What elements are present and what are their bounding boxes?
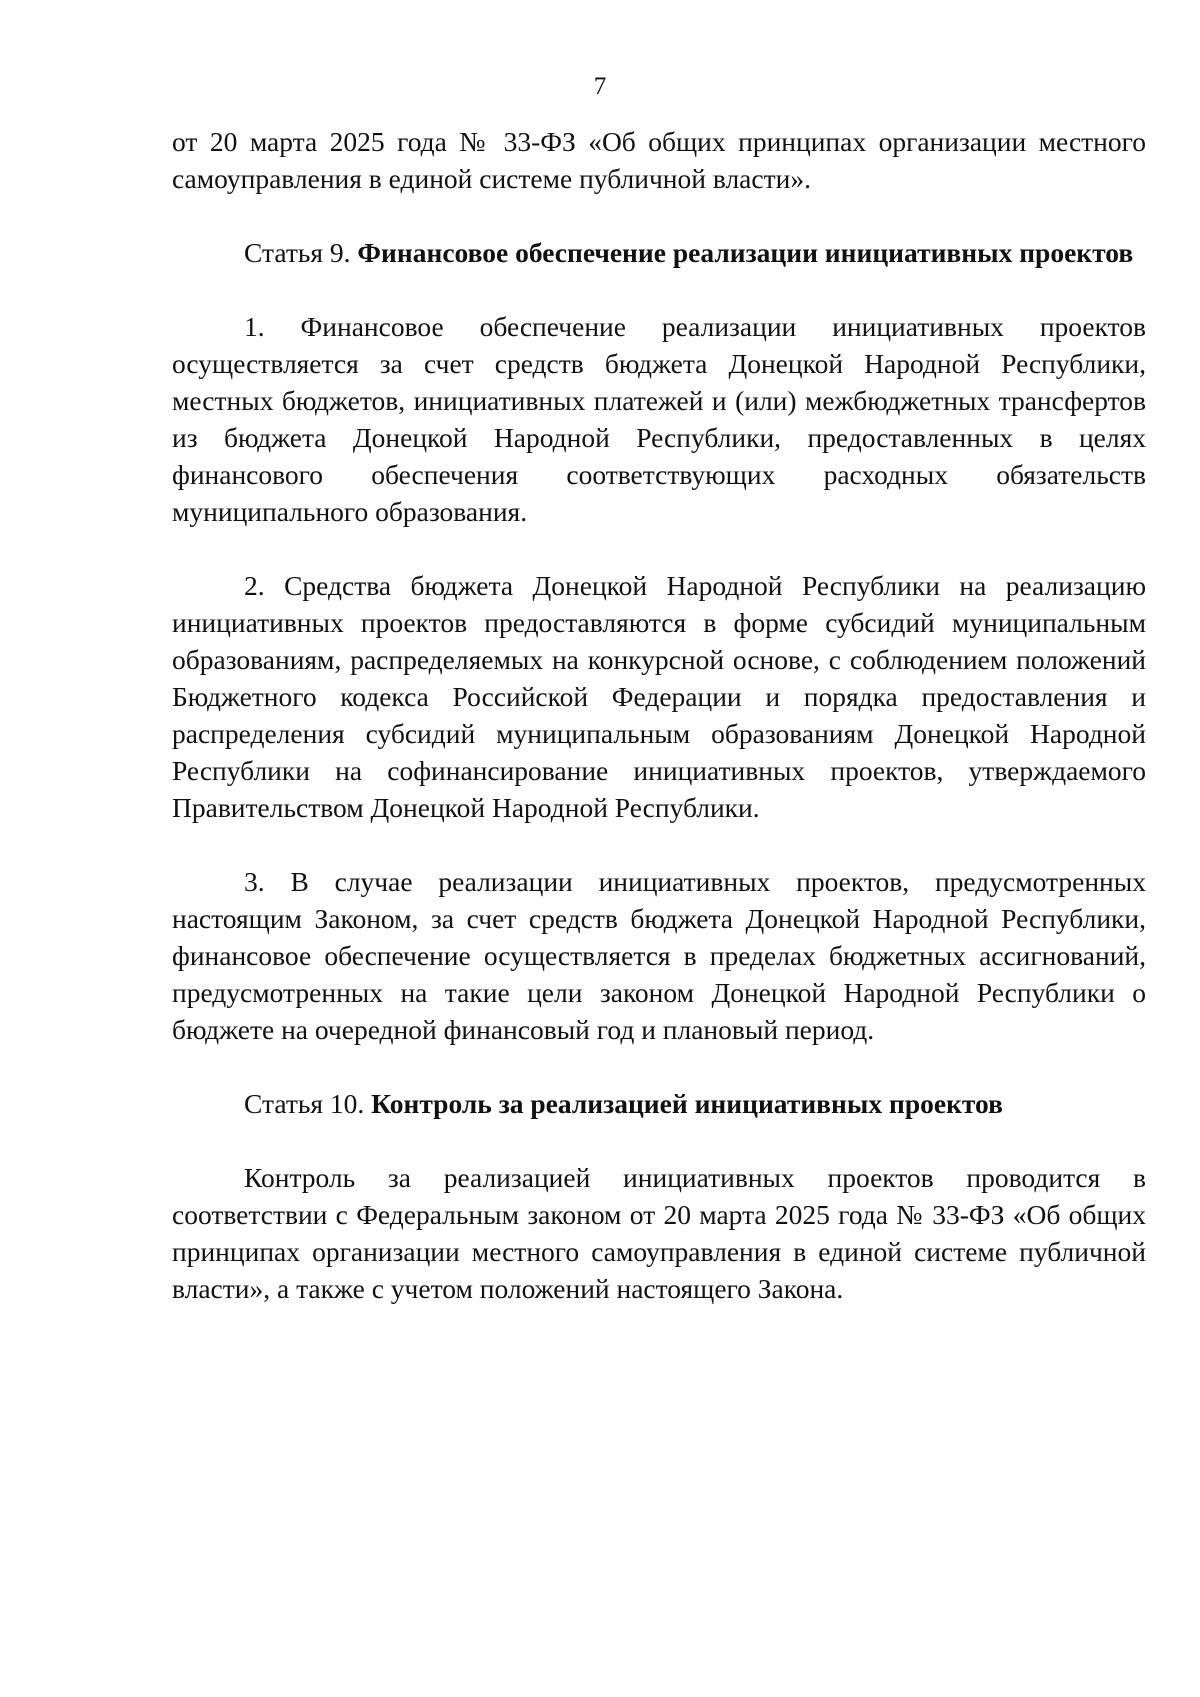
- page-number: 7: [593, 73, 607, 100]
- article-9-label: Статья 9.: [244, 237, 351, 268]
- intro-paragraph: от 20 марта 2025 года № 33-ФЗ «Об общих принципах организации местного самоуправления в единой системе публичной власти».: [172, 126, 1146, 194]
- article-10-paragraph-1: Контроль за реализацией инициативных проектов проводится в соответствии с Федеральным законом от 20 марта 2025 года № 33-ФЗ «Об общих принципах организации местного самоуправления в единой системе публичной власти», а также с учетом положений настоящего Закона.: [172, 1162, 1146, 1304]
- article-9-paragraph-1: 1. Финансовое обеспечение реализации инициативных проектов осуществляется за счет средств бюджета Донецкой Народной Республики, местных бюджетов, инициативных платежей и (или) межбюджетных трансфертов из бюджета Донецкой Народной Республики, предоставленных в целях финансового обеспечения соответствующих расходных обязательств муниципального образования.: [172, 311, 1146, 527]
- article-9-heading: [172, 234, 1146, 271]
- article-9-paragraph-2: 2. Средства бюджета Донецкой Народной Республики на реализацию инициативных проектов предоставляются в форме субсидий муниципальным образованиям, распределяемых на конкурсной основе, с соблюдением положений Бюджетного кодекса Российской Федерации и порядка предоставления и распределения субсидий муниципальным образованиям Донецкой Народной Республики на софинансирование инициативных проектов, утверждаемого Правительством Донецкой Народной Республики.: [172, 570, 1146, 823]
- article-10-title: Контроль за реализацией инициативных проектов: [371, 1088, 1003, 1119]
- article-10-label: Статья 10.: [244, 1088, 365, 1119]
- article-9-paragraph-3: 3. В случае реализации инициативных проектов, предусмотренных настоящим Законом, за счет средств бюджета Донецкой Народной Республики, финансовое обеспечение осуществляется в пределах бюджетных ассигнований, предусмотренных на такие цели законом Донецкой Народной Республики о бюджете на очередной финансовый год и плановый период.: [172, 866, 1146, 1045]
- article-10-heading: [172, 1085, 1146, 1122]
- document-body: [172, 123, 1146, 1307]
- article-9-title: Финансовое обеспечение реализации инициативных проектов: [357, 237, 1134, 268]
